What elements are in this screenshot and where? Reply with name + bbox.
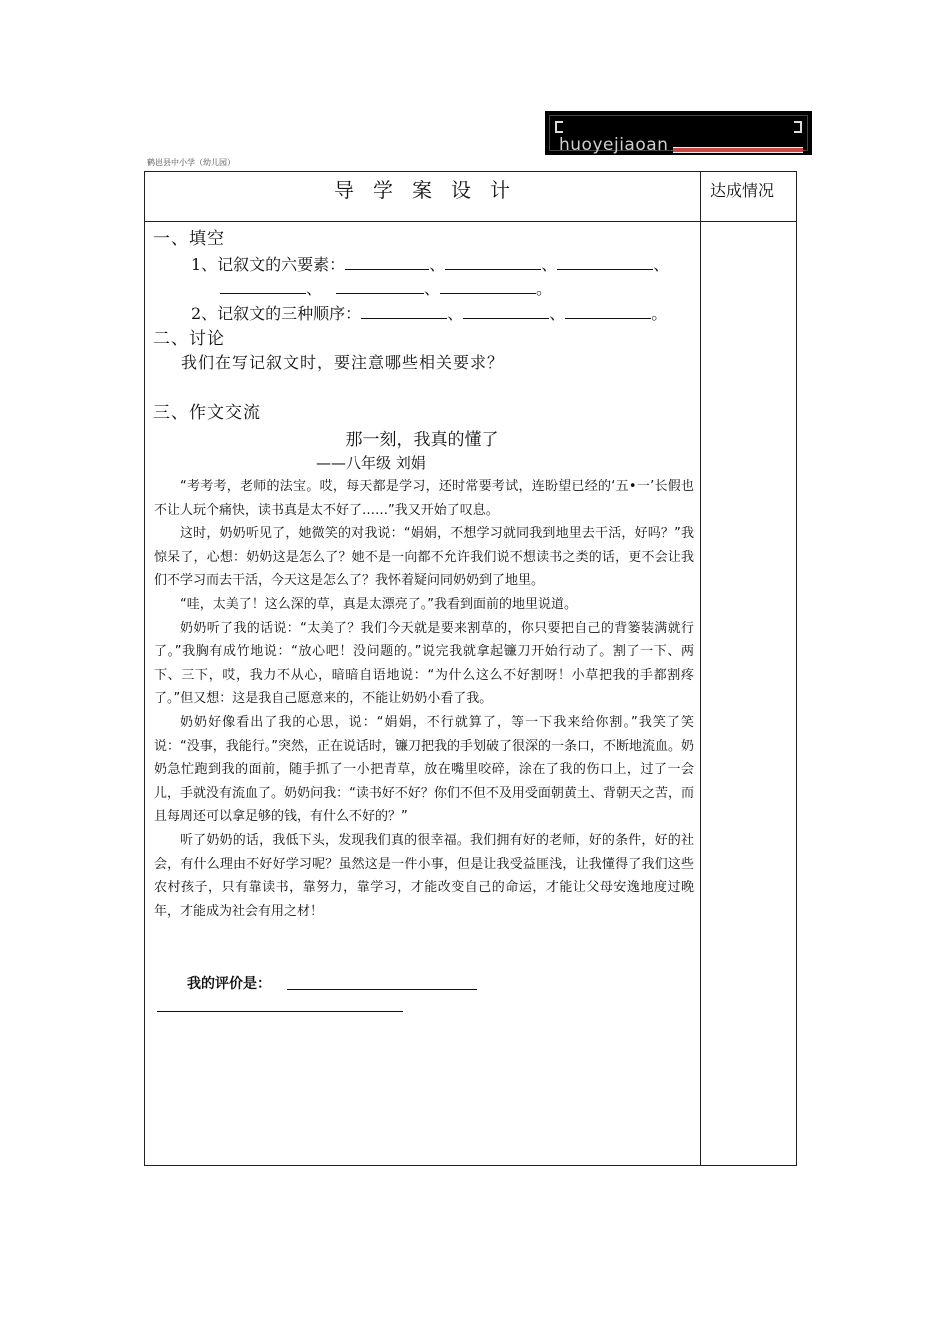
- section-fill-heading: 一、填空: [153, 229, 225, 249]
- fill-question-1: [191, 252, 669, 275]
- essay-body: [154, 475, 694, 923]
- answer-blank: [220, 279, 306, 294]
- table-header-divider: [144, 221, 797, 222]
- separator: 、: [541, 255, 558, 274]
- essay-paragraph: 听了奶奶的话，我低下头，发现我们真的很幸福。我们拥有好的老师，好的条件，好的社会，有什么理由不好好学习呢？虽然这是一件小事，但是让我受益匪浅，让我懂得了我们这些农村孩子，只有靠读书，靠努力，靠学习，才能改变自己的命运，才能让父母安逸地度过晚年，才能成为社会有用之材！: [154, 832, 694, 919]
- evaluation-blank[interactable]: [287, 989, 477, 990]
- separator: 、: [424, 279, 441, 298]
- status-column-header: 达成情况: [710, 181, 775, 200]
- answer-blank: [463, 304, 549, 319]
- fill-question-2-label: 2、记叙文的三种顺序：: [191, 304, 362, 323]
- separator: 、: [429, 255, 446, 274]
- answer-blank: [440, 279, 536, 294]
- answer-blank: [345, 255, 429, 270]
- separator: 、: [306, 279, 323, 298]
- essay-paragraph: 这时，奶奶听见了，她微笑的对我说：“娟娟，不想学习就同我到地里去干活，好吗？”我惊呆了，心想：奶奶这是怎么了？她不是一向都不允许我们说不想读书之类的话，更不会让我们不学习而去干活，今天这是怎么了？我怀着疑问同奶奶到了地里。: [154, 526, 694, 589]
- separator: 、: [549, 304, 566, 323]
- school-name: 鹤岜县中小学（幼儿园）: [147, 158, 235, 167]
- fill-question-1-label: 1、记叙文的六要素：: [191, 255, 346, 274]
- evaluation-blank-continued[interactable]: [157, 1011, 403, 1012]
- site-logo: [545, 111, 812, 155]
- answer-blank: [557, 255, 653, 270]
- table-title: 导学案设计: [334, 178, 529, 202]
- discussion-question: 我们在写记叙文时，要注意哪些相关要求？: [181, 353, 505, 372]
- essay-author: ——八年级 刘娟: [316, 454, 426, 472]
- answer-blank: [336, 279, 424, 294]
- logo-text: huoyejiaoan: [559, 135, 669, 155]
- separator: 、: [447, 304, 464, 323]
- essay-title: 那一刻，我真的懂了: [345, 430, 499, 450]
- fill-question-1-continued: [220, 276, 552, 299]
- section-discuss-heading: 二、讨论: [153, 329, 225, 349]
- separator: 、: [653, 255, 670, 274]
- section-composition-heading: 三、作文交流: [153, 403, 261, 423]
- essay-paragraph: “考考考，老师的法宝。哎，每天都是学习，还时常要考试，连盼望已经的‘五•一’长假也不让人玩个痛快，读书真是太不好了……”我又开始了叹息。: [154, 479, 694, 518]
- essay-paragraph: 奶奶听了我的话说：“太美了？我们今天就是要来割草的，你只要把自己的背篓装满就行了。”我胸有成竹地说：“放心吧！没问题的。”说完我就拿起镰刀开始行动了。割了一下、两下、三下，哎，我力不从心，暗暗自语地说：“为什么这么不好割呀！小草把我的手都割疼了。”但又想：这是我自己愿意来的，不能让奶奶小看了我。: [154, 620, 694, 707]
- logo-ornament-left: [555, 121, 563, 133]
- essay-paragraph: “哇，太美了！这么深的草，真是太漂亮了。”我看到面前的地里说道。: [180, 596, 577, 612]
- table-column-divider: [700, 171, 701, 1166]
- period: 。: [651, 304, 668, 323]
- logo-ornament-right: [794, 121, 802, 133]
- answer-blank: [361, 304, 447, 319]
- fill-question-2: [191, 301, 667, 324]
- logo-bar: [673, 147, 803, 153]
- evaluation-label: 我的评价是：: [187, 976, 271, 992]
- essay-paragraph: 奶奶好像看出了我的心思，说：“娟娟，不行就算了，等一下我来给你割。”我笑了笑说：“没事，我能行。”突然，正在说话时，镰刀把我的手划破了很深的一条口，不断地流血。奶奶急忙跑到我的面前，随手抓了一小把青草，放在嘴里咬碎，涂在了我的伤口上，过了一会儿，手就没有流血了。奶奶问我：“读书好不好？你们不但不及用受面朝黄土、背朝天之苦，而且每周还可以拿足够的钱，有什么不好的？”: [154, 714, 694, 825]
- period: 。: [536, 279, 553, 298]
- answer-blank: [445, 255, 541, 270]
- answer-blank: [565, 304, 651, 319]
